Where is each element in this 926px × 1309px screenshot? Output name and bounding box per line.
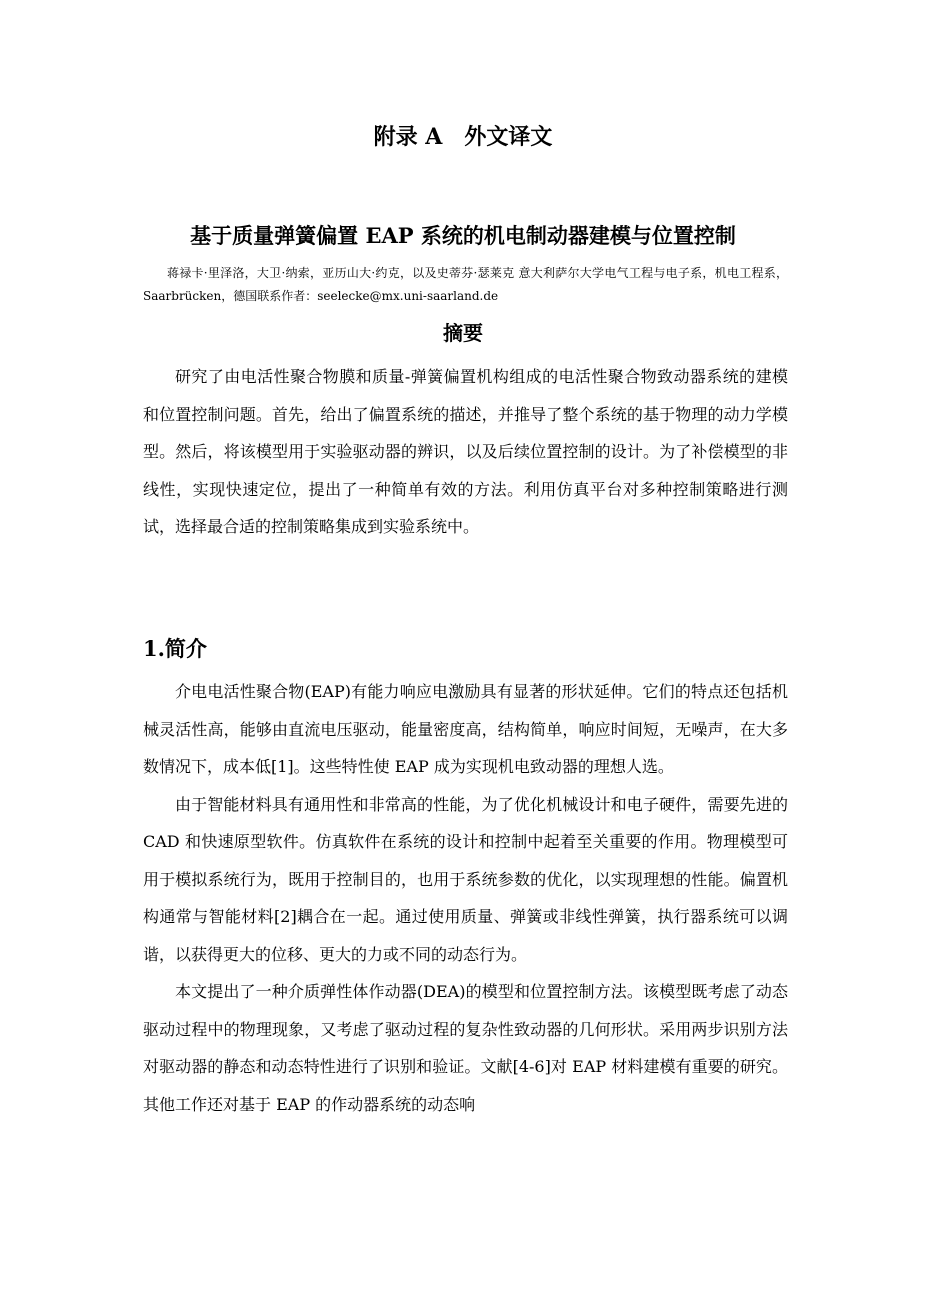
paragraph: 由于智能材料具有通用性和非常高的性能，为了优化机械设计和电子硬件，需要先进的 CAD 和快速原型软件。仿真软件在系统的设计和控制中起着至关重要的作用。物理模型可用于模拟系统行为，既用于控制目的，也用于系统参数的优化，以实现理想的性能。偏置机构通常与智能材料[2]耦合在一起。通过使用质量、弹簧或非线性弹簧，执行器系统可以调谐，以获得更大的位移、更大的力或不同的动态行为。 <box>143 794 788 964</box>
section-body-introduction <box>143 673 788 1123</box>
appendix-title: 附录 A 外文译文 <box>373 124 553 150</box>
author-affiliation: 蒋禄卡·里泽洛，大卫·纳索，亚历山大·约克，以及史蒂芬·瑟莱克 意大利萨尔大学电气工程与电子系，机电工程系，Saarbrücken，德国联系作者：seelecke@mx.uni-saarland.de <box>143 266 788 303</box>
paragraph: 本文提出了一种介质弹性体作动器(DEA)的模型和位置控制方法。该模型既考虑了动态驱动过程中的物理现象，又考虑了驱动过程的复杂性致动器的几何形状。采用两步识别方法对驱动器的静态和动态特性进行了识别和验证。文献[4-6]对 EAP 材料建模有重要的研究。其他工作还对基于 EAP 的作动器系统的动态响 <box>143 982 788 1114</box>
section-heading-introduction: 1.简介 <box>143 636 207 661</box>
paragraph: 介电电活性聚合物(EAP)有能力响应电激励具有显著的形状延伸。它们的特点还包括机械灵活性高，能够由直流电压驱动，能量密度高，结构简单，响应时间短，无噪声，在大多数情况下，成本低[1]。这些特性使 EAP 成为实现机电致动器的理想人选。 <box>143 682 788 776</box>
paper-title: 基于质量弹簧偏置 EAP 系统的机电制动器建模与位置控制 <box>190 223 736 248</box>
abstract-text: 研究了由电活性聚合物膜和质量-弹簧偏置机构组成的电活性聚合物致动器系统的建模和位置控制问题。首先，给出了偏置系统的描述，并推导了整个系统的基于物理的动力学模型。然后，将该模型用于实验驱动器的辨识，以及后续位置控制的设计。为了补偿模型的非线性，实现快速定位，提出了一种简单有效的方法。利用仿真平台对多种控制策略进行测试，选择最合适的控制策略集成到实验系统中。 <box>143 367 788 536</box>
abstract-heading: 摘要 <box>443 321 483 345</box>
